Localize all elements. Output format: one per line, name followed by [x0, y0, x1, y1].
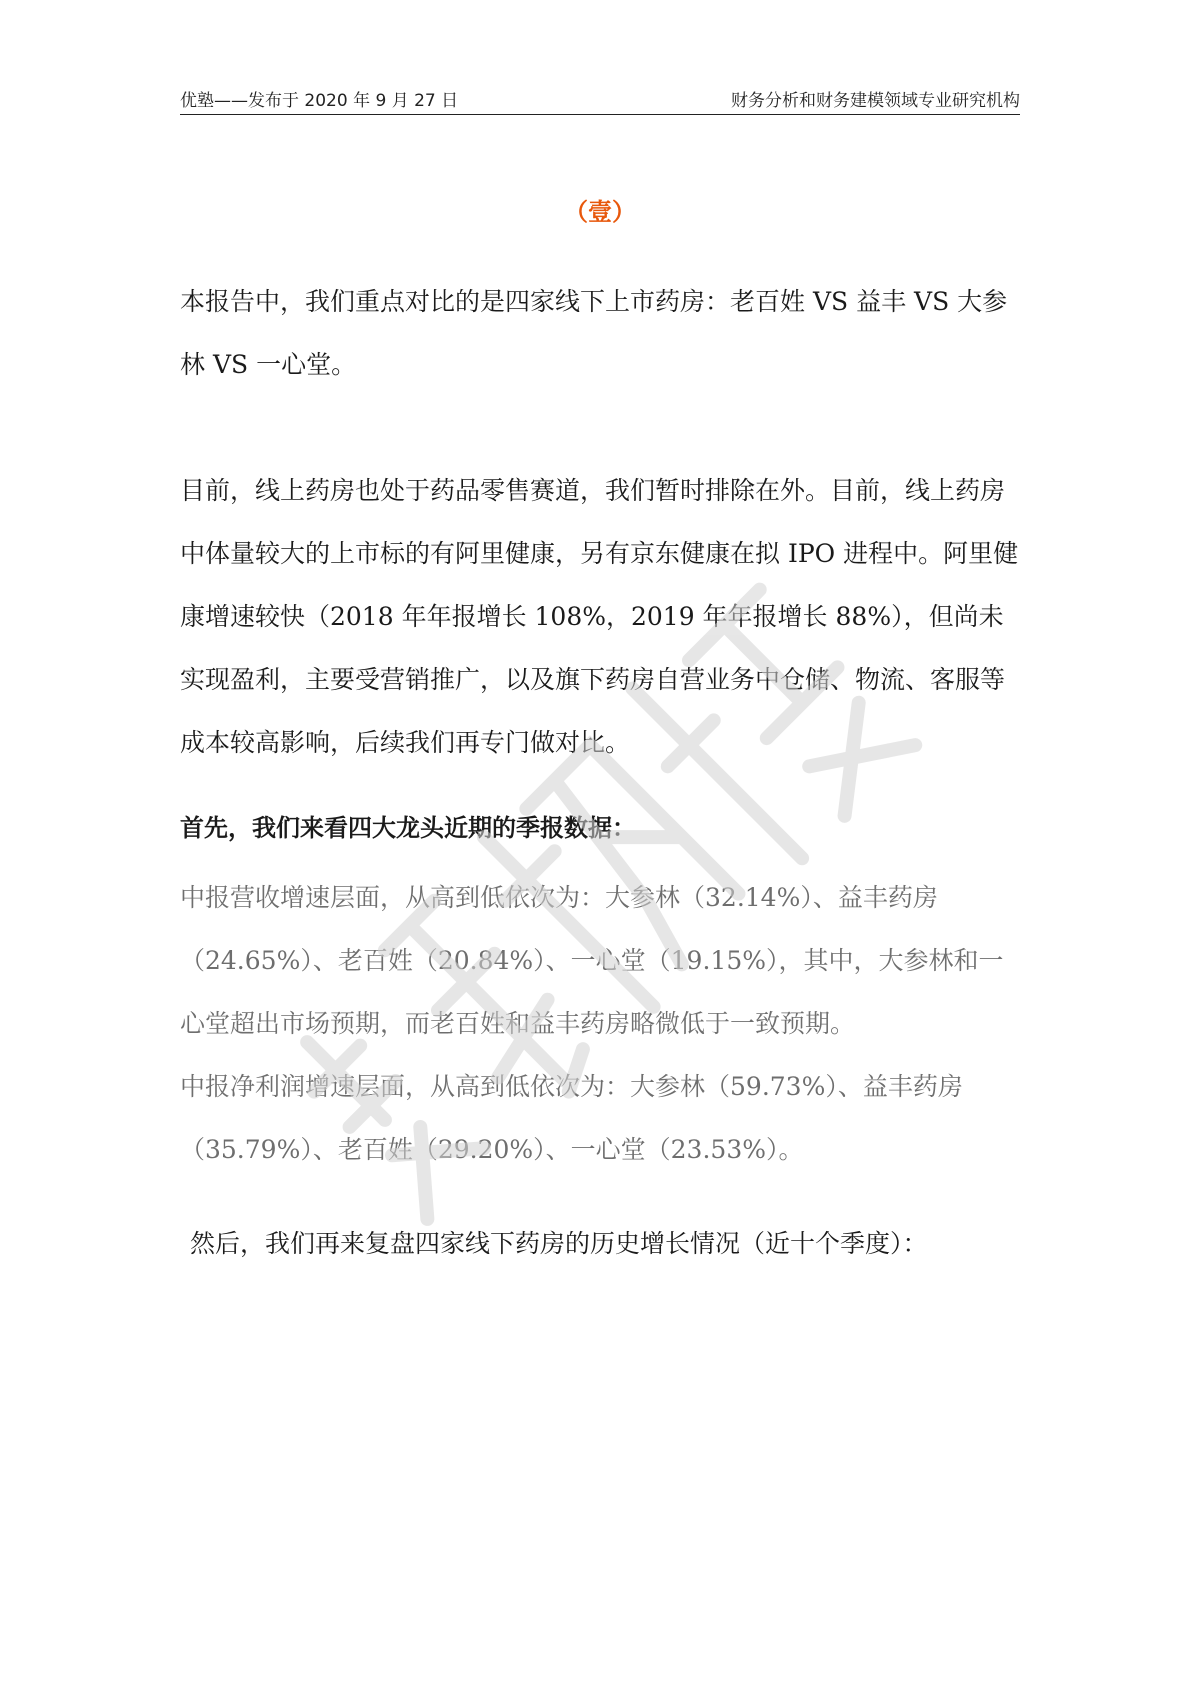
- header-publish-date: 优塾——发布于 2020 年 9 月 27 日: [180, 91, 459, 111]
- history-paragraph: 然后，我们再来复盘四家线下药房的历史增长情况（近十个季度）：: [190, 1229, 928, 1258]
- section-marker: （壹）: [564, 198, 636, 226]
- header-organization: 财务分析和财务建模领域专业研究机构: [731, 91, 1020, 111]
- page-header: [180, 84, 1020, 115]
- profit-growth-paragraph: 中报净利润增速层面，从高到低依次为：大参林（59.73%）、益丰药房（35.79%）、老百姓（29.20%）、一心堂（23.53%）。: [180, 1072, 963, 1164]
- intro-paragraph: 本报告中，我们重点对比的是四家线下上市药房：老百姓 VS 益丰 VS 大参林 VS 一心堂。: [180, 287, 1008, 379]
- revenue-growth-paragraph: 中报营收增速层面，从高到低依次为：大参林（32.14%）、益丰药房（24.65%）、老百姓（20.84%）、一心堂（19.15%），其中，大参林和一心堂超出市场预期，而老百姓和益丰药房略微低于一致预期。: [180, 883, 1004, 1038]
- online-pharmacy-paragraph: 目前，线上药房也处于药品零售赛道，我们暂时排除在外。目前，线上药房中体量较大的上市标的有阿里健康，另有京东健康在拟 IPO 进程中。阿里健康增速较快（2018 年年报增长 108%，2019 年年报增长 88%），但尚未实现盈利，主要受营销推广，以及旗下药房自营业务中仓储、物流、客服等成本较高影响，后续我们再专门做对比。: [180, 476, 1019, 757]
- quarterly-data-heading: 首先，我们来看四大龙头近期的季报数据：: [180, 814, 636, 842]
